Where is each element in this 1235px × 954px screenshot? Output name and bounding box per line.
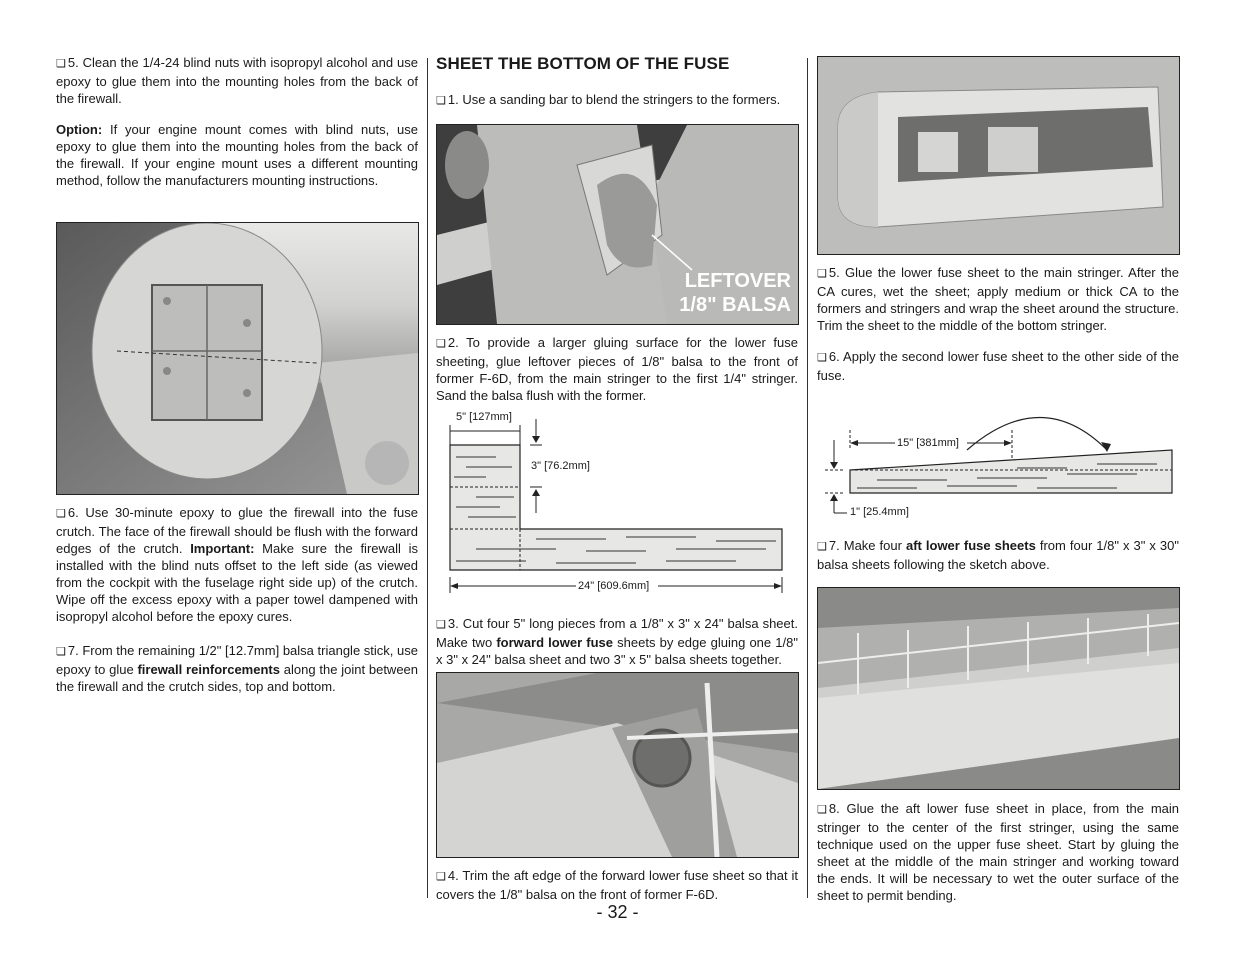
dim-length-label: 24" [609.6mm]: [578, 580, 650, 592]
step-5-firewall-nuts: ❑ 5. Clean the 1/4-24 blind nuts with isopropyl alcohol and use epoxy to glue them into the mounting holes from the back of the firewall.: [56, 55, 418, 106]
forward-sheet-photo: [436, 672, 799, 858]
section-heading: SHEET THE BOTTOM OF THE FUSE: [436, 54, 730, 73]
leftover-balsa-photo: [436, 124, 799, 325]
option-paragraph: Option: If your engine mount comes with blind nuts, use epoxy to glue them into the mounting holes from the back of the firewall. If your engine mount uses a different mounting method, follow the manufacturers mounting instructions.: [56, 122, 418, 188]
step-1-sand-stringers: ❑ 1. Use a sanding bar to blend the stringers to the formers.: [436, 92, 781, 107]
leftover-balsa-label: LEFTOVER 1/8" BALSA: [679, 270, 791, 316]
column-1-lower: [56, 504, 418, 695]
step-6-glue-firewall: ❑ 6. Use 30-minute epoxy to glue the firewall into the fuse crutch. The face of the firewall should be flush with the forward edges of the crutch. Important: Make sure the firewall is installed with the blind nuts offset to the left side (as viewed from the cockpit with the fuselage right side up) of the crutch. Wipe off the excess epoxy with a paper towel dampened with isopropyl alcohol before the epoxy cures.: [56, 505, 418, 624]
checkbox-icon[interactable]: ❑: [436, 338, 446, 350]
checkbox-icon[interactable]: ❑: [436, 619, 446, 631]
important-label: Important:: [190, 541, 255, 556]
step-6-second-sheet: ❑ 6. Apply the second lower fuse sheet to the other side of the fuse.: [817, 349, 1179, 383]
checkbox-icon[interactable]: ❑: [817, 352, 827, 364]
checkbox-icon[interactable]: ❑: [56, 58, 66, 70]
checkbox-icon[interactable]: ❑: [817, 268, 827, 280]
dim-length-label: 15" [381mm]: [897, 437, 959, 449]
aft-sheet-photo: [817, 587, 1180, 790]
page-number: - 32 -: [596, 902, 639, 922]
checkbox-icon[interactable]: ❑: [56, 508, 66, 520]
step-7-aft-sheets: ❑ 7. Make four aft lower fuse sheets from four 1/8" x 3" x 30" balsa sheets following the sketch above.: [817, 538, 1179, 572]
checkbox-icon[interactable]: ❑: [56, 646, 66, 658]
checkbox-icon[interactable]: ❑: [436, 871, 446, 883]
firewall-photo: [56, 222, 419, 495]
step-7-firewall-reinforcements: ❑ 7. From the remaining 1/2" [12.7mm] balsa triangle stick, use epoxy to glue firewall reinforcements along the joint between the firewall and the crutch sides, top and bottom.: [56, 643, 419, 694]
option-label: Option:: [56, 122, 103, 137]
dim-height-label: 3" [76.2mm]: [531, 460, 590, 472]
dim-height-label: 1" [25.4mm]: [850, 506, 909, 518]
step-5-lower-sheet: ❑ 5. Glue the lower fuse sheet to the main stringer. After the CA cures, wet the sheet; apply medium or thick CA to the formers and stringers and wrap the sheet around the structure. Trim the sheet to the middle of the bottom stringer.: [817, 265, 1179, 333]
step-8-glue-aft-sheet: ❑ 8. Glue the aft lower fuse sheet in place, from the main stringer to the center of the first stringer, using the same technique used on the upper fuse sheet. Start by gluing the sheet at the middle of the main stringer and working toward the ends. It will be necessary to wet the outer surface of the sheet to permit bending.: [817, 801, 1179, 903]
step-4-trim-edge: ❑ 4. Trim the aft edge of the forward lower fuse sheet so that it covers the 1/8" balsa on the front of former F-6D.: [436, 868, 798, 902]
forward-sheet-diagram: [436, 405, 798, 595]
aft-sheet-diagram: [817, 400, 1179, 525]
dim-width-label: 5" [127mm]: [456, 411, 512, 423]
checkbox-icon[interactable]: ❑: [817, 804, 827, 816]
checkbox-icon[interactable]: ❑: [817, 541, 827, 553]
checkbox-icon[interactable]: ❑: [436, 95, 446, 107]
step-3-cut-pieces: ❑ 3. Cut four 5" long pieces from a 1/8" x 3" x 24" balsa sheet. Make two forward lower fuse sheets by edge gluing one 1/8" x 3" x 24" balsa sheet and two 3" x 5" balsa sheets together.: [436, 616, 798, 667]
column-divider-right: [807, 58, 808, 898]
column-divider-left: [427, 58, 428, 898]
step-2-leftover-balsa: ❑ 2. To provide a larger gluing surface for the lower fuse sheeting, glue leftover pieces of 1/8" balsa to the front of former F-6D, from the main stringer to the first 1/4" stringer. Sand the balsa flush with the former.: [436, 335, 798, 403]
fuse-sheet-wrapped-photo: [817, 56, 1180, 255]
